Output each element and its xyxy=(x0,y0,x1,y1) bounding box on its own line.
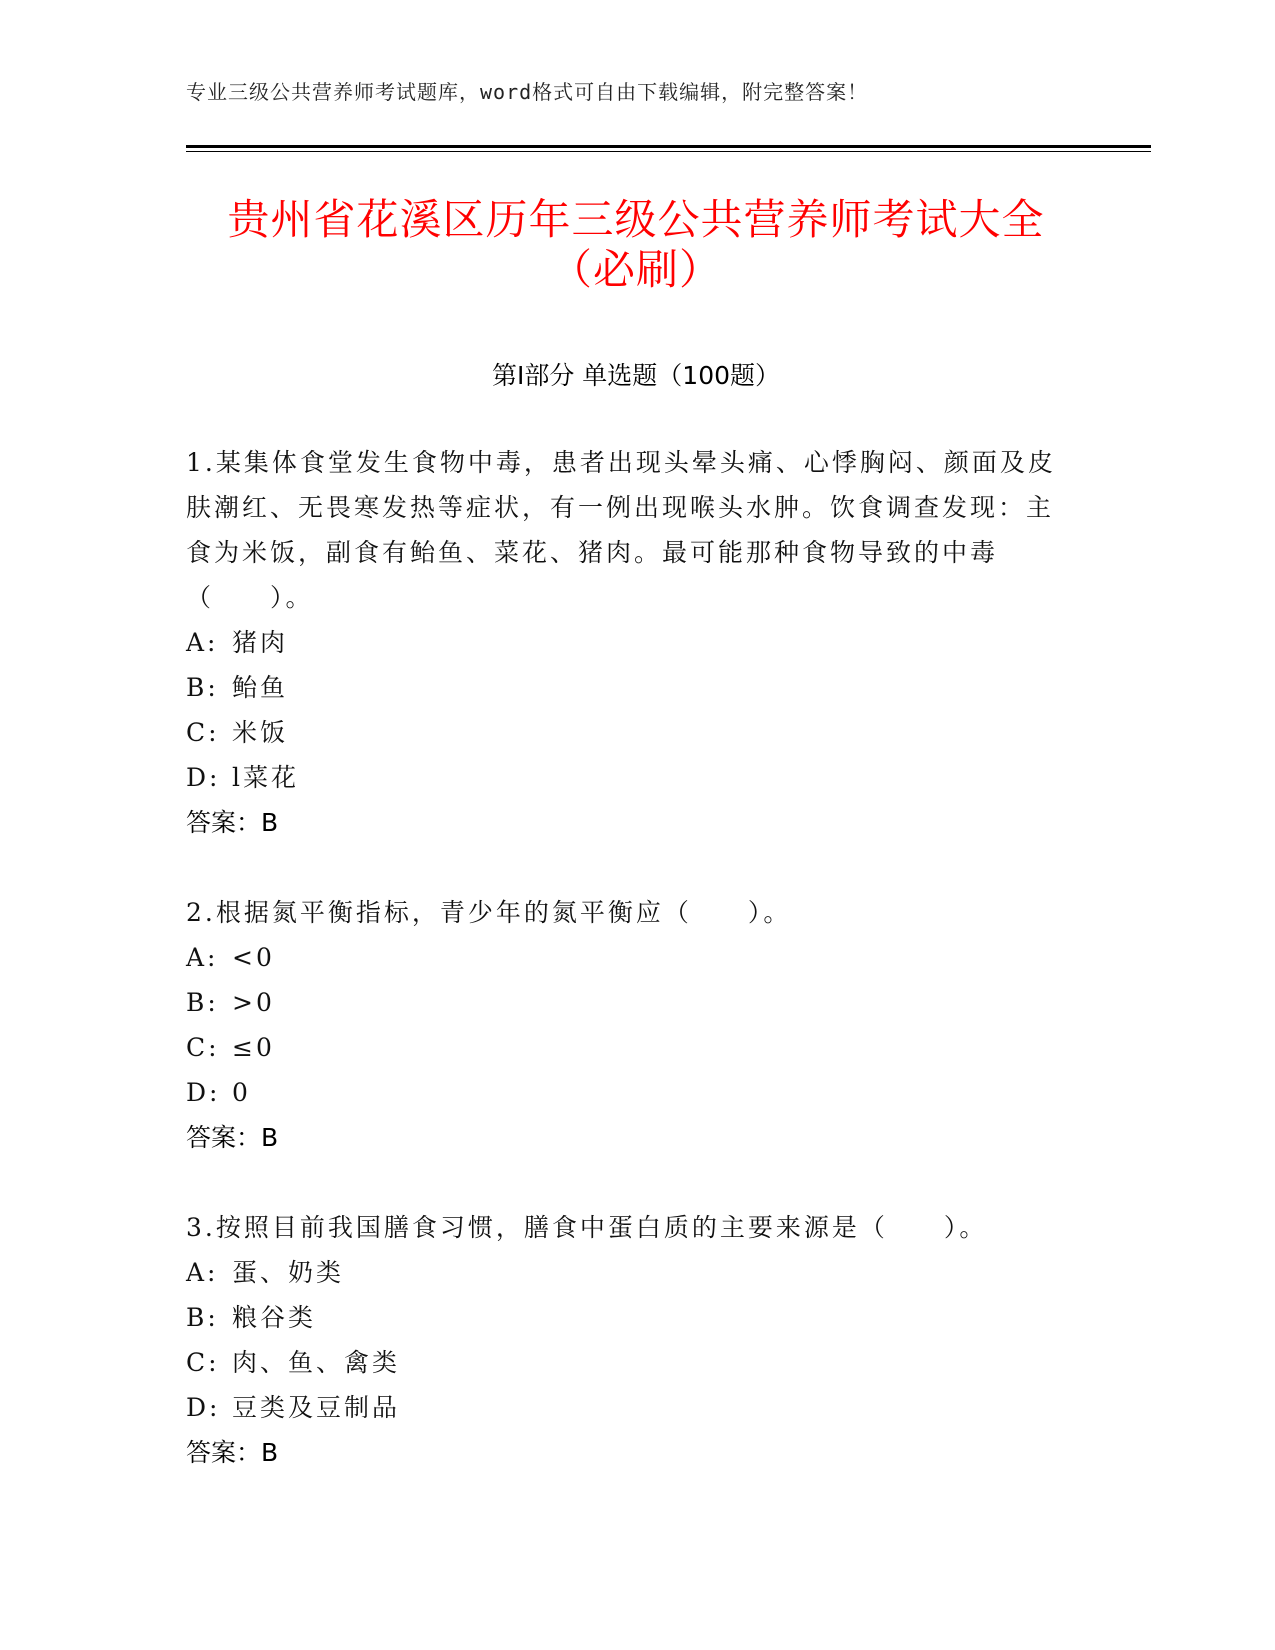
question-3 xyxy=(186,1205,1066,1475)
option-letter: B: xyxy=(186,1303,219,1332)
option-text: >0 xyxy=(232,988,275,1017)
option-text: 0 xyxy=(232,1078,251,1107)
option-d xyxy=(186,1070,1066,1115)
option-d xyxy=(186,755,1066,800)
option-letter: C: xyxy=(186,1033,220,1062)
option-text: 蛋、奶类 xyxy=(232,1258,345,1287)
option-text: 鲐鱼 xyxy=(232,673,289,702)
option-letter: A: xyxy=(186,1258,219,1287)
header-text: 专业三级公共营养师考试题库，word格式可自由下载编辑，附完整答案！ xyxy=(186,80,869,104)
title-line-1: 贵州省花溪区历年三级公共营养师考试大全 xyxy=(227,195,1045,244)
option-letter: B: xyxy=(186,988,219,1017)
option-letter: C: xyxy=(186,1348,220,1377)
header-rule-thin xyxy=(186,151,1151,152)
option-text: 猪肉 xyxy=(232,628,289,657)
document-title xyxy=(186,195,1086,295)
option-c xyxy=(186,710,1066,755)
option-letter: A: xyxy=(186,628,219,657)
header-rule-thick xyxy=(186,145,1151,148)
option-a xyxy=(186,620,1066,665)
answer-line: 答案：B xyxy=(186,808,279,837)
option-c xyxy=(186,1025,1066,1070)
option-b xyxy=(186,1295,1066,1340)
option-a xyxy=(186,1250,1066,1295)
option-text: 米饭 xyxy=(232,718,289,747)
title-line-2: （必刷） xyxy=(549,245,722,294)
option-text: 豆类及豆制品 xyxy=(232,1393,401,1422)
section-title: 第I部分 单选题（100题） xyxy=(491,361,781,390)
question-stem: 1.某集体食堂发生食物中毒，患者出现头晕头痛、心悸胸闷、颜面及皮肤潮红、无畏寒发热等症状，有一例出现喉头水肿。饮食调查发现：主食为米饭，副食有鲐鱼、菜花、猪肉。最可能那种食物导致的中毒（ ）。 xyxy=(186,448,1056,612)
option-a xyxy=(186,935,1066,980)
option-text: ≤0 xyxy=(232,1033,275,1062)
option-b xyxy=(186,665,1066,710)
option-letter: D: xyxy=(186,1078,221,1107)
option-b xyxy=(186,980,1066,1025)
question-list xyxy=(186,440,1066,1475)
option-letter: B: xyxy=(186,673,219,702)
option-letter: D: xyxy=(186,763,221,792)
question-stem: 2.根据氮平衡指标，青少年的氮平衡应（ ）。 xyxy=(186,898,792,927)
option-letter: C: xyxy=(186,718,220,747)
option-c xyxy=(186,1340,1066,1385)
option-letter: D: xyxy=(186,1393,221,1422)
question-2 xyxy=(186,890,1066,1160)
option-letter: A: xyxy=(186,943,219,972)
question-1 xyxy=(186,440,1066,845)
option-text: <0 xyxy=(232,943,275,972)
answer-line: 答案：B xyxy=(186,1123,279,1152)
option-d xyxy=(186,1385,1066,1430)
answer-line: 答案：B xyxy=(186,1438,279,1467)
question-stem: 3.按照目前我国膳食习惯，膳食中蛋白质的主要来源是（ ）。 xyxy=(186,1213,988,1242)
question-gap xyxy=(186,845,1066,890)
option-text: l菜花 xyxy=(232,763,299,792)
option-text: 粮谷类 xyxy=(232,1303,317,1332)
option-text: 肉、鱼、禽类 xyxy=(232,1348,401,1377)
question-gap xyxy=(186,1160,1066,1205)
